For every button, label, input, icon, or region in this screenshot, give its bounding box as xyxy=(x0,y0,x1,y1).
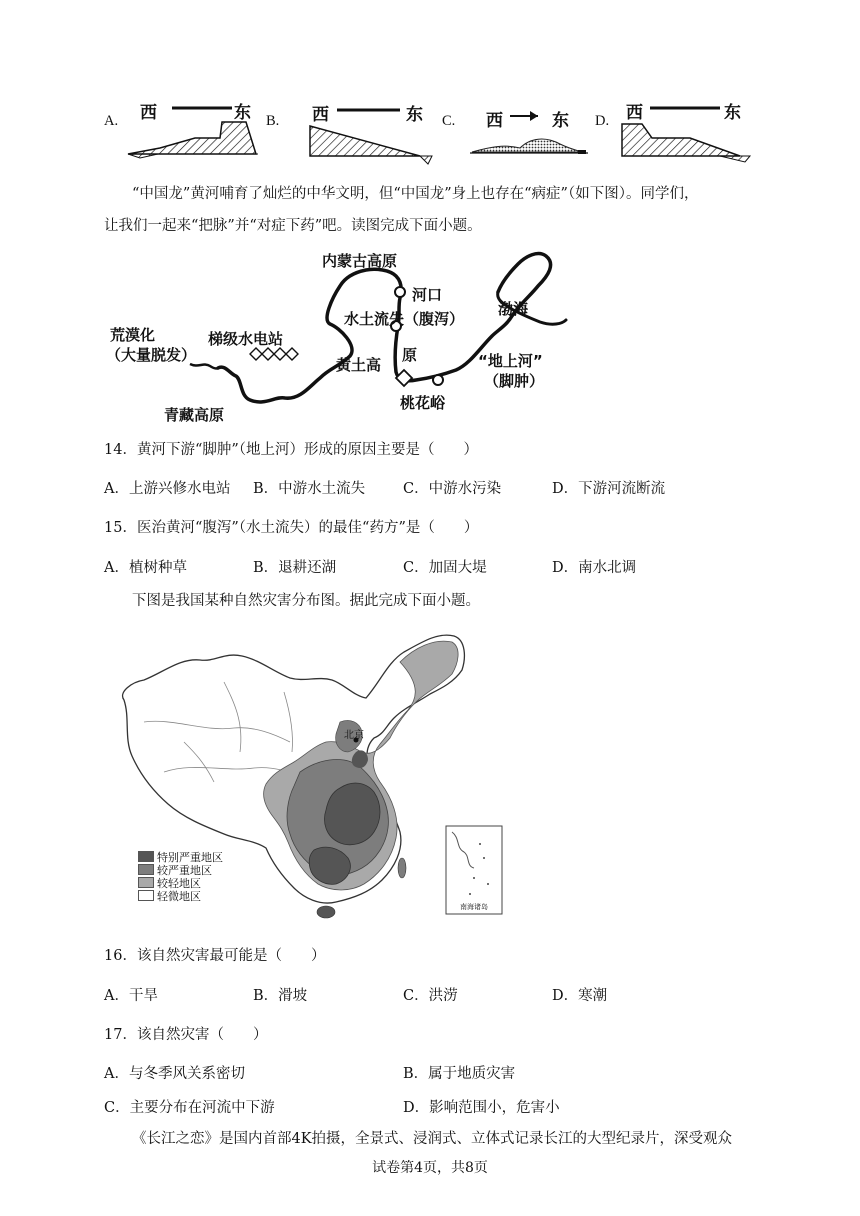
intro-yellow-river-line2: 让我们一起来“把脉”并“对症下药”吧。读图完成下面小题。 xyxy=(104,218,482,234)
label-loess: 黄土高 xyxy=(336,356,382,374)
label-soil-erosion: 水土流失（腹泻） xyxy=(344,310,465,328)
intro-disaster-map: 下图是我国某种自然灾害分布图。据此完成下面小题。 xyxy=(132,593,480,609)
trailing-paragraph: 《长江之恋》是国内首部4K拍摄，全景式、浸润式、立体式记录长江的大型纪录片，深受观众 xyxy=(132,1131,733,1147)
legend-swatch xyxy=(138,890,154,901)
china-disaster-map xyxy=(104,622,510,922)
legend-label: 轻微地区 xyxy=(157,889,201,903)
profile-a-letter: A. xyxy=(104,113,119,129)
hainan-island xyxy=(317,906,335,918)
label-hair-loss: （大量脱发） xyxy=(106,346,197,364)
label-desertification: 荒漠化 xyxy=(110,326,156,344)
q17-option-c: C．主要分布在河流中下游 xyxy=(104,1100,275,1116)
taiwan-island xyxy=(398,858,406,878)
label-qinghai-tibet: 青藏高原 xyxy=(164,406,225,424)
q14-option-c: C．中游水污染 xyxy=(403,481,502,497)
taohuayu-marker xyxy=(396,370,412,386)
q15-stem: 15．医治黄河“腹泻”（水土流失）的最佳“药方”是（ ） xyxy=(104,520,479,536)
label-loess-2: 原 xyxy=(402,346,418,364)
profile-c-letter: C. xyxy=(442,113,456,129)
profile-d-west: 西 xyxy=(626,103,643,123)
label-dams: 梯级水电站 xyxy=(208,330,284,348)
legend-label: 较轻地区 xyxy=(157,876,201,890)
legend-swatch xyxy=(138,877,154,888)
profile-b-east: 东 xyxy=(406,105,423,125)
label-hekou: 河口 xyxy=(412,286,443,304)
legend-swatch xyxy=(138,851,154,862)
page-footer: 试卷第4页，共8页 xyxy=(372,1160,488,1176)
q17-stem: 17．该自然灾害（ ） xyxy=(104,1027,268,1043)
q14-option-d: D．下游河流断流 xyxy=(552,481,666,497)
legend-item-minor xyxy=(138,889,223,902)
yellow-river-svg xyxy=(100,246,570,426)
yellow-river-map xyxy=(100,246,570,426)
map-legend xyxy=(138,850,223,902)
q17-option-b: B．属于地质灾害 xyxy=(403,1066,516,1082)
q14-option-b: B．中游水土流失 xyxy=(253,481,366,497)
label-bohai: 渤海 xyxy=(498,300,529,318)
q14-option-a: A．上游兴修水电站 xyxy=(104,481,231,497)
profile-d-east: 东 xyxy=(724,103,741,123)
hekou-marker xyxy=(395,287,405,297)
q17-option-d: D．影响范围小，危害小 xyxy=(403,1100,560,1116)
legend-swatch xyxy=(138,864,154,875)
label-south-sea: 南海诸岛 xyxy=(460,903,488,911)
q16-option-a: A．干旱 xyxy=(104,988,158,1004)
label-beijing: 北京 xyxy=(344,730,364,741)
label-taohuayu: 桃花峪 xyxy=(400,394,446,412)
profile-b-letter: B. xyxy=(266,113,280,129)
profile-c-east: 东 xyxy=(552,111,569,131)
legend-label: 特别严重地区 xyxy=(157,850,223,864)
q16-option-d: D．寒潮 xyxy=(552,988,608,1004)
profile-b-west: 西 xyxy=(312,105,329,125)
profile-d-letter: D. xyxy=(595,113,610,129)
profile-c-west: 西 xyxy=(486,111,503,131)
q16-option-b: B．滑坡 xyxy=(253,988,308,1004)
q15-option-b: B．退耕还湖 xyxy=(253,560,337,576)
q15-option-d: D．南水北调 xyxy=(552,560,637,576)
intro-yellow-river-line1: “中国龙”黄河哺育了灿烂的中华文明，但“中国龙”身上也存在“病症”（如下图）。同学们， xyxy=(132,186,699,202)
profile-a-east: 东 xyxy=(234,103,251,123)
q15-option-c: C．加固大堤 xyxy=(403,560,487,576)
label-swollen-feet: （脚肿） xyxy=(484,372,545,390)
label-inner-mongolia: 内蒙古高原 xyxy=(322,252,398,270)
q14-stem: 14．黄河下游“脚肿”（地上河）形成的原因主要是（ ） xyxy=(104,442,479,458)
south-sea-inset xyxy=(446,826,502,914)
q16-option-c: C．洪涝 xyxy=(403,988,458,1004)
profile-a-west: 西 xyxy=(140,103,157,123)
q15-option-a: A．植树种草 xyxy=(104,560,187,576)
q16-stem: 16．该自然灾害最可能是（ ） xyxy=(104,948,326,964)
dam-markers xyxy=(250,348,298,360)
lower-marker xyxy=(433,375,443,385)
label-above-ground-river: “地上河” xyxy=(478,352,543,370)
q17-option-a: A．与冬季风关系密切 xyxy=(104,1066,245,1082)
legend-label: 较严重地区 xyxy=(157,863,212,877)
